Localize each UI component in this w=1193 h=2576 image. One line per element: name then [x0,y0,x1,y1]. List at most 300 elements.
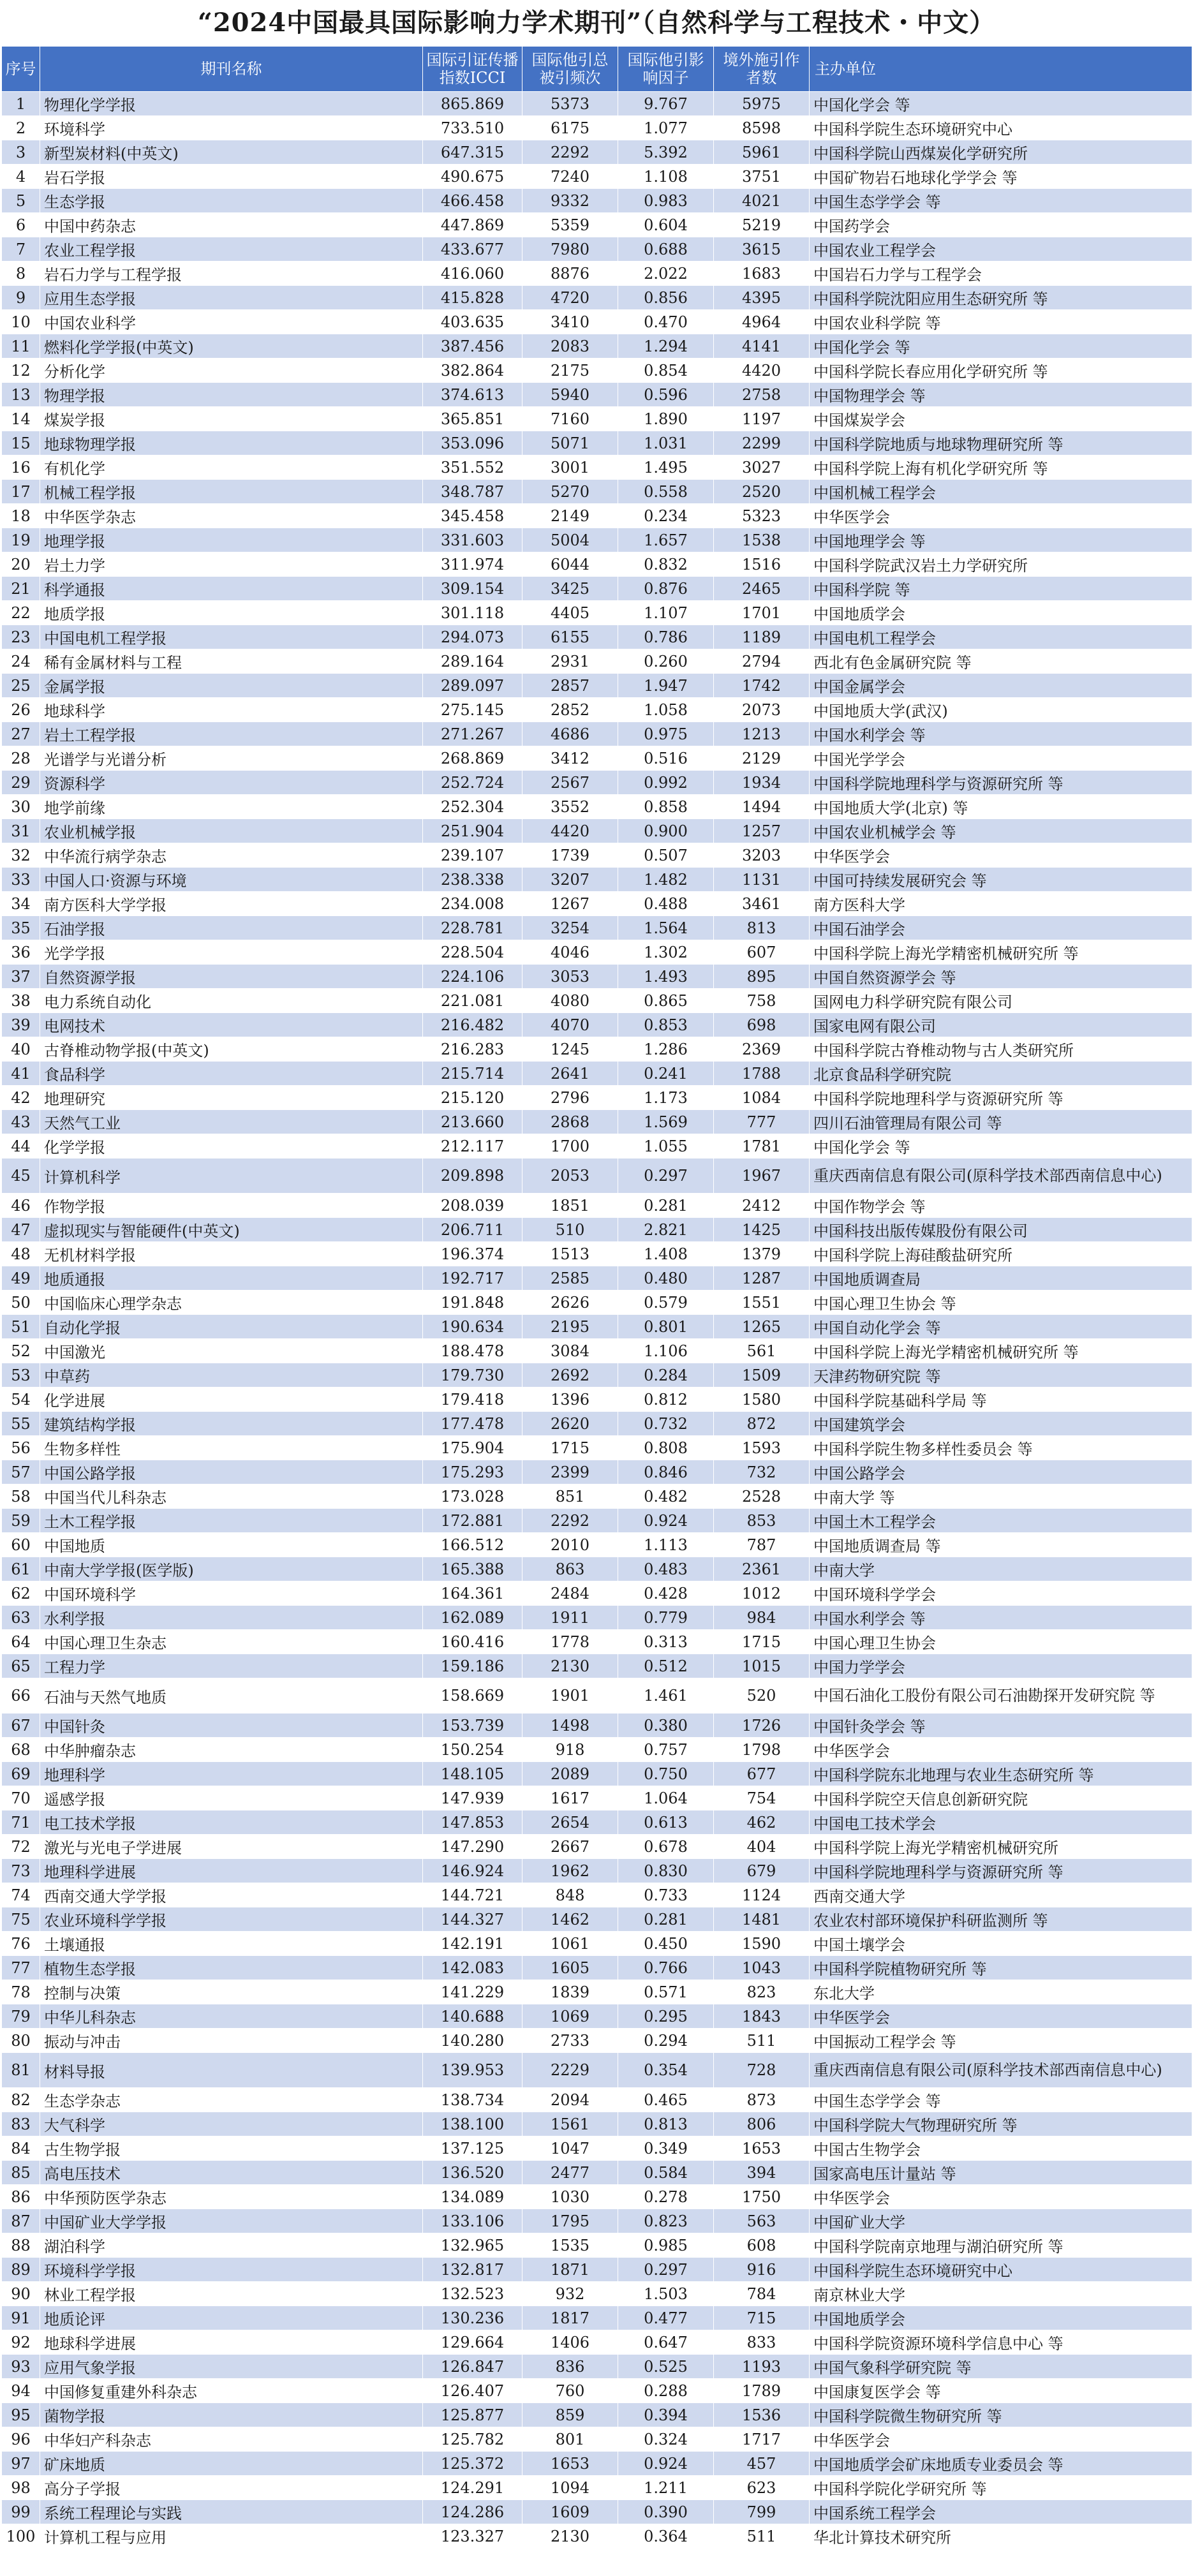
cell-overseas-authors: 732 [714,1460,810,1484]
cell-citation-frequency: 2868 [522,1110,618,1134]
cell-citation-frequency: 2010 [522,1533,618,1557]
cell-sponsor: 中国科学院空天信息创新研究院 [810,1786,1192,1810]
cell-citation-frequency: 932 [522,2282,618,2306]
cell-rank: 1 [2,92,40,116]
cell-journal-name: 中华妇产科杂志 [40,2427,423,2452]
cell-rank: 31 [2,819,40,843]
cell-impact-factor: 0.985 [618,2233,714,2258]
cell-citation-frequency: 3552 [522,795,618,819]
cell-sponsor: 中国生态学学会 等 [810,2088,1192,2112]
cell-rank: 65 [2,1654,40,1678]
cell-icci: 289.097 [423,674,522,698]
cell-rank: 41 [2,1062,40,1086]
cell-overseas-authors: 1015 [714,1654,810,1678]
cell-icci: 160.416 [423,1630,522,1654]
cell-citation-frequency: 9332 [522,189,618,213]
cell-icci: 252.724 [423,771,522,795]
cell-citation-frequency: 2195 [522,1315,618,1339]
cell-journal-name: 新型炭材料(中英文) [40,140,423,165]
cell-icci: 190.634 [423,1315,522,1339]
cell-citation-frequency: 1498 [522,1714,618,1738]
cell-rank: 76 [2,1932,40,1956]
cell-impact-factor: 0.297 [618,2258,714,2282]
header-citation-frequency: 国际他引总被引频次 [522,47,618,92]
cell-journal-name: 岩土力学 [40,552,423,577]
cell-sponsor: 国家高电压计量站 等 [810,2161,1192,2185]
table-row [2,116,1192,140]
cell-overseas-authors: 2465 [714,577,810,601]
cell-sponsor: 中国石油化工股份有限公司石油勘探开发研究院 等 [810,1678,1192,1714]
table-row [2,649,1192,674]
cell-icci: 234.008 [423,892,522,916]
cell-overseas-authors: 1124 [714,1883,810,1907]
cell-overseas-authors: 561 [714,1339,810,1363]
cell-citation-frequency: 3084 [522,1339,618,1363]
cell-citation-frequency: 2620 [522,1412,618,1436]
cell-icci: 387.456 [423,334,522,359]
cell-rank: 100 [2,2524,40,2549]
table-row [2,1134,1192,1158]
cell-impact-factor: 1.064 [618,1786,714,1810]
cell-journal-name: 地理研究 [40,1086,423,1110]
cell-citation-frequency: 4720 [522,286,618,310]
cell-journal-name: 有机化学 [40,455,423,480]
cell-rank: 15 [2,431,40,455]
table-row [2,1859,1192,1883]
cell-journal-name: 中国激光 [40,1339,423,1363]
cell-sponsor: 中国地理学会 等 [810,528,1192,552]
cell-journal-name: 科学通报 [40,577,423,601]
cell-impact-factor: 0.428 [618,1581,714,1606]
table-row [2,1581,1192,1606]
cell-impact-factor: 0.854 [618,359,714,383]
cell-overseas-authors: 784 [714,2282,810,2306]
cell-sponsor: 中国科学院生态环境研究中心 [810,2258,1192,2282]
cell-sponsor: 中国药学会 [810,213,1192,237]
cell-journal-name: 岩土工程学报 [40,722,423,746]
cell-overseas-authors: 1593 [714,1436,810,1460]
cell-impact-factor: 0.281 [618,1194,714,1218]
cell-journal-name: 石油学报 [40,916,423,940]
cell-journal-name: 自动化学报 [40,1315,423,1339]
cell-citation-frequency: 1047 [522,2136,618,2161]
cell-citation-frequency: 1962 [522,1859,618,1883]
cell-impact-factor: 0.260 [618,649,714,674]
cell-citation-frequency: 1609 [522,2500,618,2524]
cell-journal-name: 电网技术 [40,1013,423,1037]
cell-overseas-authors: 563 [714,2209,810,2233]
cell-journal-name: 燃料化学学报(中英文) [40,334,423,359]
cell-rank: 33 [2,868,40,892]
cell-overseas-authors: 1843 [714,2004,810,2029]
cell-overseas-authors: 916 [714,2258,810,2282]
cell-citation-frequency: 1901 [522,1678,618,1714]
table-row [2,2427,1192,2452]
cell-citation-frequency: 1715 [522,1436,618,1460]
cell-impact-factor: 0.801 [618,1315,714,1339]
cell-sponsor: 中国科学院上海光学精密机械研究所 [810,1835,1192,1859]
cell-overseas-authors: 2129 [714,746,810,771]
cell-impact-factor: 0.278 [618,2185,714,2209]
cell-sponsor: 中华医学会 [810,2004,1192,2029]
cell-citation-frequency: 3410 [522,310,618,334]
cell-rank: 9 [2,286,40,310]
cell-journal-name: 中华预防医学杂志 [40,2185,423,2209]
cell-overseas-authors: 3203 [714,843,810,868]
table-row [2,2379,1192,2403]
cell-rank: 75 [2,1907,40,1932]
cell-citation-frequency: 1030 [522,2185,618,2209]
cell-icci: 172.881 [423,1509,522,1533]
table-row [2,2355,1192,2379]
cell-citation-frequency: 5940 [522,383,618,407]
cell-rank: 93 [2,2355,40,2379]
cell-sponsor: 中华医学会 [810,1738,1192,1762]
cell-icci: 179.418 [423,1388,522,1412]
cell-icci: 311.974 [423,552,522,577]
cell-journal-name: 中国地质 [40,1533,423,1557]
cell-rank: 26 [2,698,40,722]
cell-impact-factor: 1.294 [618,334,714,359]
cell-overseas-authors: 1012 [714,1581,810,1606]
cell-impact-factor: 5.392 [618,140,714,165]
table-row [2,359,1192,383]
cell-overseas-authors: 2361 [714,1557,810,1581]
cell-rank: 34 [2,892,40,916]
cell-journal-name: 激光与光电子学进展 [40,1835,423,1859]
table-row [2,237,1192,262]
cell-overseas-authors: 2794 [714,649,810,674]
cell-rank: 86 [2,2185,40,2209]
cell-overseas-authors: 698 [714,1013,810,1037]
cell-citation-frequency: 2567 [522,771,618,795]
cell-citation-frequency: 3412 [522,746,618,771]
cell-icci: 132.965 [423,2233,522,2258]
cell-icci: 365.851 [423,407,522,431]
cell-rank: 38 [2,989,40,1013]
cell-overseas-authors: 1750 [714,2185,810,2209]
cell-sponsor: 中国科技出版传媒股份有限公司 [810,1218,1192,1242]
cell-impact-factor: 0.924 [618,2452,714,2476]
cell-icci: 865.869 [423,92,522,116]
table-row [2,1678,1192,1714]
cell-icci: 213.660 [423,1110,522,1134]
cell-journal-name: 资源科学 [40,771,423,795]
cell-impact-factor: 0.732 [618,1412,714,1436]
cell-icci: 301.118 [423,601,522,625]
cell-overseas-authors: 1788 [714,1062,810,1086]
cell-journal-name: 计算机工程与应用 [40,2524,423,2549]
cell-icci: 136.520 [423,2161,522,2185]
cell-citation-frequency: 1513 [522,1242,618,1266]
cell-rank: 84 [2,2136,40,2161]
cell-citation-frequency: 2654 [522,1810,618,1835]
cell-icci: 126.407 [423,2379,522,2403]
cell-journal-name: 土木工程学报 [40,1509,423,1533]
cell-rank: 44 [2,1134,40,1158]
cell-citation-frequency: 4070 [522,1013,618,1037]
table-row [2,1412,1192,1436]
cell-rank: 63 [2,1606,40,1630]
cell-impact-factor: 0.241 [618,1062,714,1086]
table-row [2,2524,1192,2549]
cell-sponsor: 中华医学会 [810,843,1192,868]
table-row [2,819,1192,843]
cell-citation-frequency: 2477 [522,2161,618,2185]
cell-journal-name: 中国临床心理学杂志 [40,1291,423,1315]
cell-icci: 166.512 [423,1533,522,1557]
cell-rank: 74 [2,1883,40,1907]
table-row [2,2053,1192,2088]
cell-rank: 97 [2,2452,40,2476]
table-row [2,1388,1192,1412]
table-row [2,2403,1192,2427]
cell-citation-frequency: 2931 [522,649,618,674]
cell-rank: 28 [2,746,40,771]
cell-rank: 59 [2,1509,40,1533]
cell-citation-frequency: 1605 [522,1956,618,1980]
cell-impact-factor: 0.757 [618,1738,714,1762]
cell-journal-name: 古脊椎动物学报(中英文) [40,1037,423,1062]
cell-citation-frequency: 2692 [522,1363,618,1388]
table-row [2,2088,1192,2112]
cell-citation-frequency: 2130 [522,2524,618,2549]
cell-impact-factor: 0.876 [618,577,714,601]
cell-sponsor: 中国科学院微生物研究所 等 [810,2403,1192,2427]
cell-sponsor: 华北计算技术研究所 [810,2524,1192,2549]
cell-rank: 19 [2,528,40,552]
cell-overseas-authors: 4964 [714,310,810,334]
cell-journal-name: 西南交通大学学报 [40,1883,423,1907]
cell-citation-frequency: 1778 [522,1630,618,1654]
cell-rank: 14 [2,407,40,431]
cell-sponsor: 重庆西南信息有限公司(原科学技术部西南信息中心) [810,2053,1192,2088]
cell-sponsor: 中国气象科学研究院 等 [810,2355,1192,2379]
cell-overseas-authors: 2758 [714,383,810,407]
cell-sponsor: 中国矿业大学 [810,2209,1192,2233]
cell-overseas-authors: 520 [714,1678,810,1714]
cell-journal-name: 中国中药杂志 [40,213,423,237]
cell-citation-frequency: 1617 [522,1786,618,1810]
cell-journal-name: 光学学报 [40,940,423,965]
header-impact-factor: 国际他引影响因子 [618,47,714,92]
cell-journal-name: 分析化学 [40,359,423,383]
cell-journal-name: 控制与决策 [40,1980,423,2004]
cell-impact-factor: 1.031 [618,431,714,455]
cell-sponsor: 中国生态学学会 等 [810,189,1192,213]
journal-table [1,46,1192,2549]
cell-rank: 43 [2,1110,40,1134]
cell-overseas-authors: 813 [714,916,810,940]
cell-citation-frequency: 2089 [522,1762,618,1786]
cell-icci: 177.478 [423,1412,522,1436]
cell-sponsor: 中国光学学会 [810,746,1192,771]
cell-citation-frequency: 2667 [522,1835,618,1859]
cell-sponsor: 中国作物学会 等 [810,1194,1192,1218]
cell-rank: 27 [2,722,40,746]
cell-journal-name: 湖泊科学 [40,2233,423,2258]
cell-journal-name: 机械工程学报 [40,480,423,504]
cell-journal-name: 高分子学报 [40,2476,423,2500]
cell-overseas-authors: 1257 [714,819,810,843]
cell-sponsor: 中国物理学会 等 [810,383,1192,407]
cell-impact-factor: 0.856 [618,286,714,310]
table-row [2,698,1192,722]
table-row [2,286,1192,310]
cell-citation-frequency: 863 [522,1557,618,1581]
table-row [2,2029,1192,2053]
cell-sponsor: 中国科学院上海硅酸盐研究所 [810,1242,1192,1266]
cell-citation-frequency: 7240 [522,165,618,189]
cell-rank: 39 [2,1013,40,1037]
header-rank: 序号 [2,47,40,92]
cell-overseas-authors: 1934 [714,771,810,795]
cell-sponsor: 中国地质大学(北京) 等 [810,795,1192,819]
cell-citation-frequency: 4686 [522,722,618,746]
cell-journal-name: 高电压技术 [40,2161,423,2185]
table-row [2,722,1192,746]
cell-sponsor: 中国科学院长春应用化学研究所 等 [810,359,1192,383]
cell-impact-factor: 0.313 [618,1630,714,1654]
table-row [2,1654,1192,1678]
cell-icci: 275.145 [423,698,522,722]
cell-rank: 11 [2,334,40,359]
cell-icci: 138.100 [423,2112,522,2136]
cell-rank: 4 [2,165,40,189]
cell-impact-factor: 0.813 [618,2112,714,2136]
cell-overseas-authors: 1717 [714,2427,810,2452]
table-row [2,916,1192,940]
cell-citation-frequency: 3254 [522,916,618,940]
cell-rank: 71 [2,1810,40,1835]
table-row [2,2330,1192,2355]
cell-impact-factor: 0.288 [618,2379,714,2403]
cell-icci: 132.523 [423,2282,522,2306]
table-row [2,1907,1192,1932]
cell-sponsor: 西北有色金属研究院 等 [810,649,1192,674]
table-row [2,1037,1192,1062]
table-row [2,262,1192,286]
cell-rank: 66 [2,1678,40,1714]
cell-journal-name: 地球科学 [40,698,423,722]
cell-impact-factor: 0.354 [618,2053,714,2088]
cell-impact-factor: 1.569 [618,1110,714,1134]
cell-sponsor: 南京林业大学 [810,2282,1192,2306]
cell-journal-name: 中国矿业大学学报 [40,2209,423,2233]
table-row [2,1509,1192,1533]
cell-rank: 49 [2,1266,40,1291]
cell-rank: 69 [2,1762,40,1786]
cell-journal-name: 农业环境科学学报 [40,1907,423,1932]
cell-icci: 137.125 [423,2136,522,2161]
cell-sponsor: 中国科学院基础科学局 等 [810,1388,1192,1412]
cell-sponsor: 中国地质学会 [810,2306,1192,2330]
cell-rank: 62 [2,1581,40,1606]
cell-sponsor: 中国科学院南京地理与湖泊研究所 等 [810,2233,1192,2258]
cell-citation-frequency: 2484 [522,1581,618,1606]
table-row [2,1835,1192,1859]
cell-impact-factor: 0.613 [618,1810,714,1835]
cell-rank: 56 [2,1436,40,1460]
header-journal-name: 期刊名称 [40,47,423,92]
cell-journal-name: 水利学报 [40,1606,423,1630]
table-row [2,843,1192,868]
cell-citation-frequency: 2857 [522,674,618,698]
cell-journal-name: 生物多样性 [40,1436,423,1460]
cell-overseas-authors: 1789 [714,2379,810,2403]
table-row [2,1810,1192,1835]
table-row [2,771,1192,795]
cell-overseas-authors: 2073 [714,698,810,722]
table-row [2,892,1192,916]
table-row [2,2185,1192,2209]
cell-citation-frequency: 8876 [522,262,618,286]
header-sponsor: 主办单位 [810,47,1192,92]
cell-sponsor: 中国农业机械学会 等 [810,819,1192,843]
cell-icci: 142.191 [423,1932,522,1956]
cell-impact-factor: 2.821 [618,1218,714,1242]
table-row [2,1218,1192,1242]
cell-rank: 96 [2,2427,40,2452]
cell-journal-name: 地学前缘 [40,795,423,819]
cell-overseas-authors: 1715 [714,1630,810,1654]
cell-journal-name: 电力系统自动化 [40,989,423,1013]
cell-overseas-authors: 4395 [714,286,810,310]
cell-rank: 94 [2,2379,40,2403]
cell-overseas-authors: 1726 [714,1714,810,1738]
cell-rank: 57 [2,1460,40,1484]
cell-journal-name: 电工技术学报 [40,1810,423,1835]
table-row [2,1738,1192,1762]
cell-icci: 382.864 [423,359,522,383]
cell-rank: 77 [2,1956,40,1980]
cell-rank: 32 [2,843,40,868]
cell-journal-name: 中华肿瘤杂志 [40,1738,423,1762]
cell-impact-factor: 0.584 [618,2161,714,2185]
cell-icci: 129.664 [423,2330,522,2355]
cell-overseas-authors: 5961 [714,140,810,165]
cell-overseas-authors: 1193 [714,2355,810,2379]
cell-journal-name: 土壤通报 [40,1932,423,1956]
cell-journal-name: 地质学报 [40,601,423,625]
cell-sponsor: 重庆西南信息有限公司(原科学技术部西南信息中心) [810,1158,1192,1194]
cell-rank: 6 [2,213,40,237]
cell-citation-frequency: 4405 [522,601,618,625]
cell-journal-name: 材料导报 [40,2053,423,2088]
table-row [2,480,1192,504]
cell-icci: 126.847 [423,2355,522,2379]
cell-overseas-authors: 1701 [714,601,810,625]
cell-impact-factor: 0.846 [618,1460,714,1484]
cell-icci: 130.236 [423,2306,522,2330]
table-row [2,1557,1192,1581]
cell-journal-name: 地质论评 [40,2306,423,2330]
page-title: “2024中国最具国际影响力学术期刊”（自然科学与工程技术・中文） [197,8,996,38]
table-row [2,2258,1192,2282]
cell-icci: 192.717 [423,1266,522,1291]
cell-icci: 447.869 [423,213,522,237]
cell-journal-name: 物理学报 [40,383,423,407]
cell-journal-name: 物理化学学报 [40,92,423,116]
cell-impact-factor: 0.812 [618,1388,714,1412]
cell-overseas-authors: 3027 [714,455,810,480]
cell-overseas-authors: 608 [714,2233,810,2258]
cell-journal-name: 地理科学进展 [40,1859,423,1883]
cell-citation-frequency: 5071 [522,431,618,455]
cell-citation-frequency: 2796 [522,1086,618,1110]
cell-impact-factor: 0.571 [618,1980,714,2004]
cell-sponsor: 中国可持续发展研究会 等 [810,868,1192,892]
